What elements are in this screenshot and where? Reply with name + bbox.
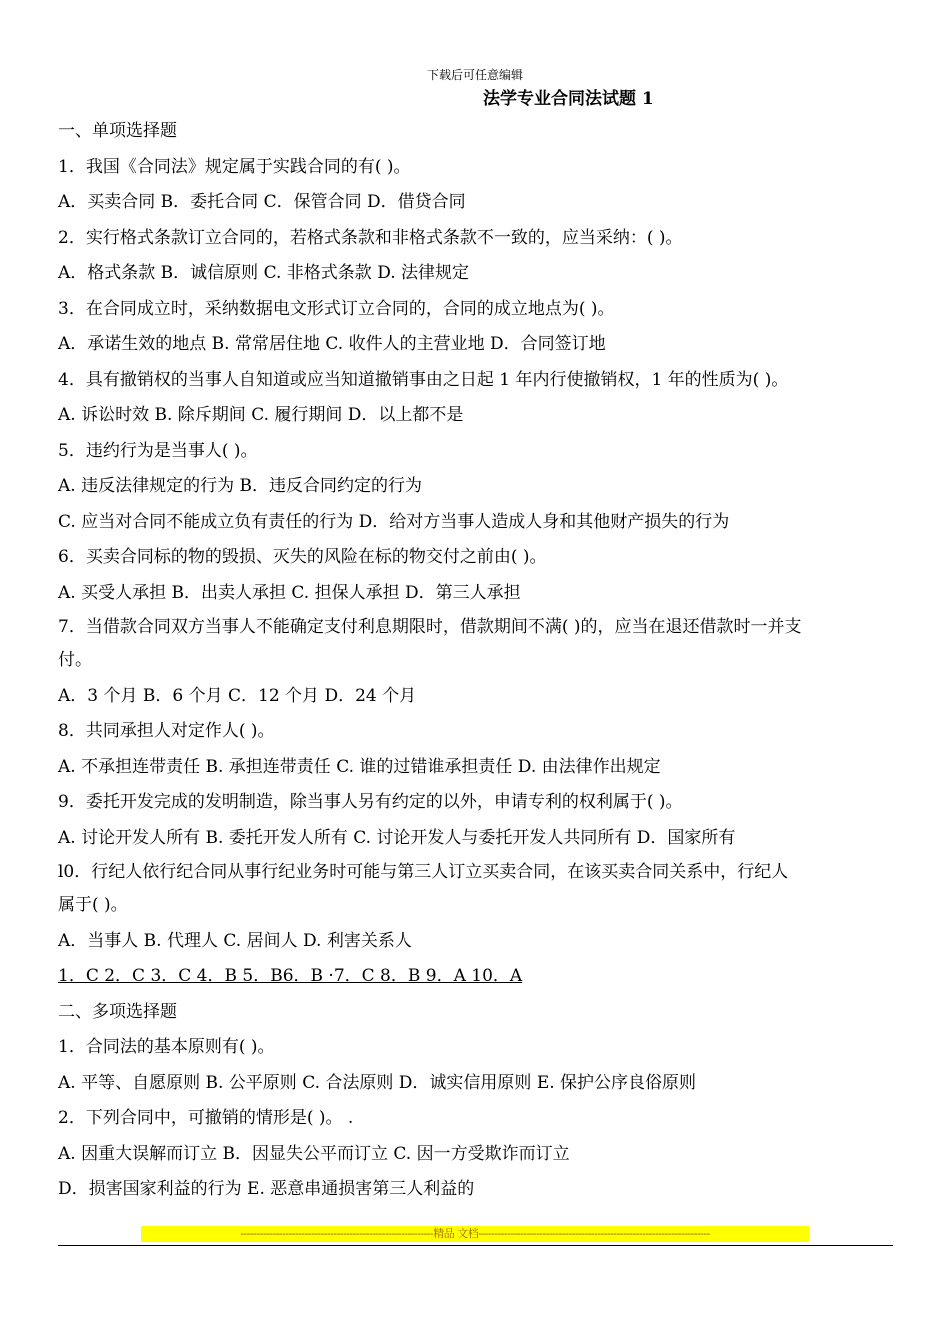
- question-9: 9．委托开发完成的发明制造，除当事人另有约定的以外，申请专利的权利属于( )。: [58, 792, 683, 812]
- page-title: 法学专业合同法试题 1: [483, 89, 654, 109]
- question-4: 4．具有撤销权的当事人自知道或应当知道撤销事由之日起 1 年内行使撤销权，1 年的性质为( )。: [58, 369, 789, 390]
- footer-banner: [141, 1226, 809, 1242]
- question-2: 2．实行格式条款订立合同的，若格式条款和非格式条款不一致的，应当采纳：( )。: [58, 227, 683, 248]
- question-10-line-2: 属于( )。: [58, 895, 128, 915]
- question-2-options: A．格式条款 B．诚信原则 C. 非格式条款 D. 法律规定: [58, 263, 470, 283]
- header-note: 下载后可任意编辑: [426, 68, 523, 82]
- question-5-options-b: C. 应当对合同不能成立负有责任的行为 D．给对方当事人造成人身和其他财产损失的行为: [58, 511, 730, 532]
- mc-question-2: 2．下列合同中，可撤销的情形是( )。 .: [58, 1108, 354, 1128]
- question-1: 1．我国《合同法》规定属于实践合同的有( )。: [58, 156, 411, 177]
- document-body: [58, 114, 898, 1208]
- section-heading-single-choice: 一、单项选择题: [58, 121, 177, 141]
- question-10-line-1: l0．行纪人依行纪合同从事行纪业务时可能与第三人订立买卖合同，在该买卖合同关系中，行纪人: [58, 862, 789, 882]
- question-6-options: A. 买受人承担 B．出卖人承担 C. 担保人承担 D．第三人承担: [58, 582, 521, 603]
- question-7-line-2: 付。: [58, 650, 92, 670]
- question-7-line-1: 7．当借款合同双方当事人不能确定支付利息期限时，借款期间不满( )的，应当在退还借款时一并支: [58, 617, 802, 637]
- footer-divider: [58, 1245, 893, 1246]
- question-7-options: A．3 个月 B．6 个月 C．12 个月 D．24 个月: [58, 685, 417, 706]
- mc-question-1-options: A. 平等、自愿原则 B. 公平原则 C. 合法原则 D．诚实信用原则 E. 保护公序良俗原则: [58, 1072, 697, 1093]
- mc-question-2-options-a: A. 因重大误解而订立 B．因显失公平而订立 C. 因一方受欺诈而订立: [58, 1143, 570, 1164]
- question-6: 6．买卖合同标的物的毁损、灭失的风险在标的物交付之前由( )。: [58, 547, 547, 567]
- question-8-options: A. 不承担连带责任 B. 承担连带责任 C. 谁的过错谁承担责任 D. 由法律作出规定: [58, 756, 661, 777]
- mc-question-2-options-b: D．损害国家利益的行为 E. 恶意串通损害第三人利益的: [58, 1179, 475, 1199]
- question-8: 8．共同承担人对定作人( )。: [58, 721, 275, 741]
- question-5-options-a: A. 违反法律规定的行为 B．违反合同约定的行为: [58, 476, 422, 496]
- footer-text: ------------------------------------------------------------精品 文档------------------------------------------------------------------------: [240, 1227, 710, 1240]
- mc-question-1: 1．合同法的基本原则有( )。: [58, 1037, 275, 1057]
- question-10-options: A．当事人 B. 代理人 C. 居间人 D. 利害关系人: [58, 930, 412, 951]
- answer-key: 1．C 2．C 3．C 4．B 5．B6．B ·7．C 8．B 9．A 10．A: [58, 966, 523, 986]
- question-3: 3．在合同成立时，采纳数据电文形式订立合同的，合同的成立地点为( )。: [58, 298, 615, 319]
- question-9-options: A. 讨论开发人所有 B. 委托开发人所有 C. 讨论开发人与委托开发人共同所有 D．国家所有: [58, 827, 736, 848]
- question-3-options: A．承诺生效的地点 B. 常常居住地 C. 收件人的主营业地 D．合同签订地: [58, 334, 606, 354]
- section-heading-multiple-choice: 二、多项选择题: [58, 1001, 177, 1022]
- question-5: 5．违约行为是当事人( )。: [58, 440, 258, 461]
- question-4-options: A. 诉讼时效 B. 除斥期间 C. 履行期间 D．以上都不是: [58, 405, 464, 425]
- question-1-options: A．买卖合同 B．委托合同 C．保管合同 D．借贷合同: [58, 192, 466, 212]
